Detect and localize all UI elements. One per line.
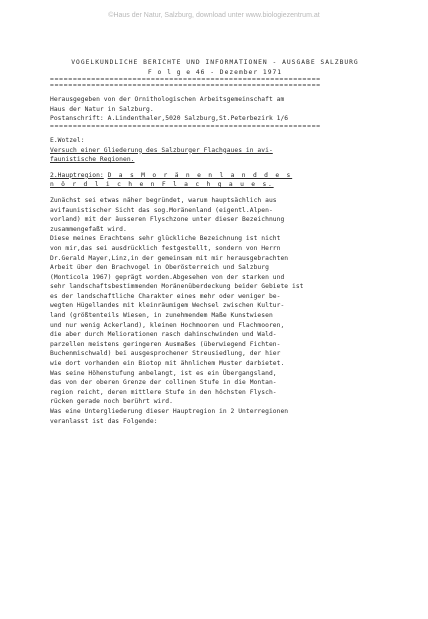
article-title: Versuch einer Gliederung des Salzburger Flachgaues in avi-	[50, 146, 273, 154]
author-name: E.Wotzel:	[50, 136, 85, 144]
publisher-line: Herausgegeben von der Ornithologischen Arbeitsgemeinschaft am	[50, 96, 285, 104]
text-line: veranlasst ist das Folgende:	[50, 417, 158, 425]
section-name: D a s M o r ä n e n l a n d d e s	[107, 171, 293, 179]
paragraph	[50, 234, 380, 407]
article-title: faunistische Regionen.	[50, 156, 135, 164]
text-line: Was eine Untergliederung dieser Hauptregion in 2 Unterregionen	[50, 408, 289, 415]
section-name: n ö r d l i c h e n F l a c h g a u e s.	[50, 181, 274, 189]
text-line: Arbeit über den Brachvogel in Oberösterreich und Salzburg	[50, 264, 269, 272]
text-line: (Monticola 1967) geprägt worden.Abgesehen von der starken und	[50, 273, 285, 281]
text-line: wegten Hügellandes mit kleinräumigem Wechsel zwischen Kultur-	[50, 302, 285, 310]
separator-rule: ===========================================================	[50, 83, 321, 90]
text-line: zusammengefaßt wird.	[50, 225, 127, 233]
text-line: es der landschaftliche Charakter eines mehr oder weniger be-	[50, 292, 281, 300]
paragraph	[50, 407, 380, 426]
paragraph	[50, 196, 380, 234]
text-line: von mir,das sei ausdrücklich festgestellt, sondern von Herrn	[50, 244, 281, 252]
text-line: Diese meines Erachtens sehr glückliche Bezeichnung ist nicht	[50, 235, 281, 243]
separator-rule: ===========================================================	[50, 123, 321, 130]
watermark: ©Haus der Natur, Salzburg, download unter www.biologiezentrum.at	[108, 12, 320, 19]
text-line: Buchenmischwald) bei ausgesprochener Streusiedlung, der hier	[50, 350, 281, 358]
text-line: das von der oberen Grenze der collinen Stufe in die Montan-	[50, 379, 277, 387]
text-line: parzellen meistens geringeren Ausmaßes (überwiegend Fichten-	[50, 340, 281, 348]
text-line: die aber durch Meliorationen rasch dahinschwinden und Wald-	[50, 331, 277, 339]
text-line: sehr landschaftsbestimmenden Moränenüberdeckung beider Gebiete ist	[50, 283, 304, 291]
text-line: Zunächst sei etwas näher begründet, warum hauptsächlich aus	[50, 196, 277, 204]
text-line: wie dort vorhanden ein Biotop mit ähnlichem Muster darbietet.	[50, 360, 285, 368]
publisher-line: Haus der Natur in Salzburg.	[50, 105, 154, 113]
text-line: region reicht, deren mittlere Stufe in den höchsten Flysch-	[50, 388, 277, 396]
text-line: avifaunistischer Sicht das sog.Moränenland (eigentl.Alpen-	[50, 206, 273, 214]
section-number: 2.Hauptregion:	[50, 171, 104, 179]
issue-line: F o l g e 46 - Dezember 1971	[147, 68, 283, 76]
text-line: Dr.Gerald Mayer,Linz,in der gemeinsam mit mir herausgebrachten	[50, 254, 289, 262]
text-line: und nur wenig Ackerland), kleinen Hochmooren und Flachmooren,	[50, 321, 285, 329]
publisher-address: Postanschrift: A.Lindenthaler,5020 Salzburg,St.Peterbezirk 1/6	[50, 115, 289, 123]
text-line: vorland) mit der äusseren Flyschzone unter dieser Bezeichnung	[50, 216, 285, 224]
text-line: land (größtenteils Wiesen, in zunehmendem Maße Kunstwiesen	[50, 312, 273, 320]
section-heading	[50, 171, 380, 181]
series-title: VOGELKUNDLICHE BERICHTE UND INFORMATIONEN - AUSGABE SALZBURG	[71, 59, 359, 66]
text-line: Was seine Höhenstufung anbelangt, ist es ein Übergangsland,	[50, 369, 277, 377]
separator-rule: ===========================================================	[50, 77, 321, 84]
document-page	[50, 58, 380, 426]
text-line: rücken gerade noch berührt wird.	[50, 398, 173, 406]
